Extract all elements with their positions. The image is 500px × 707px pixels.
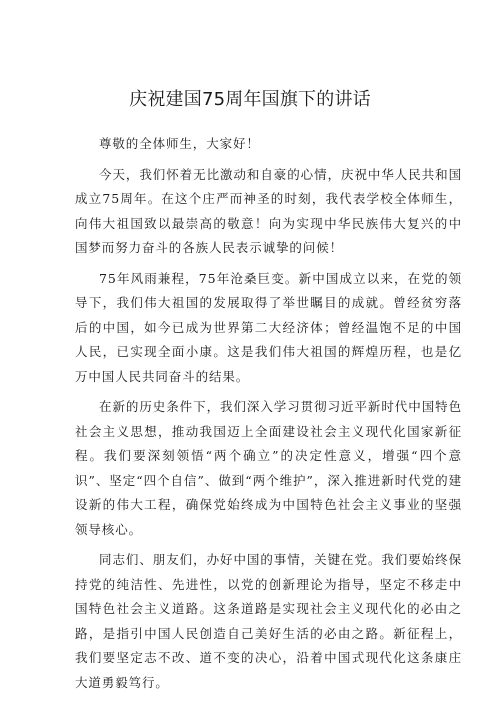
paragraph-4: 同志们、朋友们，办好中国的事情，关键在党。我们要始终保持党的纯洁性、先进性，以党的创新理论为指导，坚定不移走中国特色社会主义道路。这条道路是实现社会主义现代化的必由之路，是指引中国人民创造自己美好生活的必由之路。新征程上，我们要坚定志不改、道不变的决心，沿着中国式现代化这条康庄大道勇毅笃行。 xyxy=(75,552,462,690)
paragraph-3: 在新的历史条件下，我们深入学习贯彻习近平新时代中国特色社会主义思想，推动我国迈上全面建设社会主义现代化国家新征程。我们要深刻领悟“两个确立”的决定性意义，增强“四个意识”、坚定“四个自信”、做到“两个维护”，深入推进新时代党的建设新的伟大工程，确保党始终成为中国特色社会主义事业的坚强领导核心。 xyxy=(75,399,462,537)
paragraph-1: 今天，我们怀着无比激动和自豪的心情，庆祝中华人民共和国成立75周年。在这个庄严而神圣的时刻，我代表学校全体师生，向伟大祖国致以最崇高的敬意！向为实现中华民族伟大复兴的中国梦而努力奋斗的各族人民表示诚挚的问候！ xyxy=(75,166,462,255)
greeting-line: 尊敬的全体师生，大家好！ xyxy=(99,136,260,151)
document-body xyxy=(75,132,462,695)
document-title: 庆祝建国75周年国旗下的讲话 xyxy=(129,89,371,110)
paragraph-2: 75年风雨兼程，75年沧桑巨变。新中国成立以来，在党的领导下，我们伟大祖国的发展取得了举世瞩目的成就。曾经贫穷落后的中国，如今已成为世界第二大经济体；曾经温饱不足的中国人民，已实现全面小康。这是我们伟大祖国的辉煌历程，也是亿万中国人民共同奋斗的结果。 xyxy=(75,270,462,384)
